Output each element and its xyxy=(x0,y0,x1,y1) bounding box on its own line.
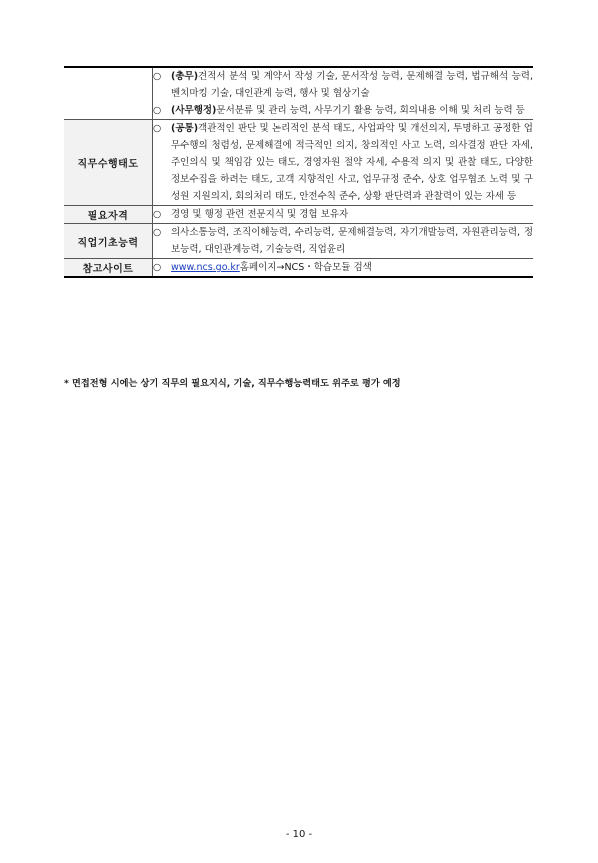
list-item xyxy=(153,68,533,102)
table-row xyxy=(64,259,533,278)
bullet-icon: ○ xyxy=(153,71,162,82)
row-header xyxy=(64,67,153,120)
category-label: (총무) xyxy=(171,71,199,82)
row-content xyxy=(153,67,534,120)
list-item xyxy=(153,224,533,258)
table-row xyxy=(64,206,533,224)
list-item xyxy=(153,206,533,223)
table-row xyxy=(64,67,533,120)
item-text: 문서분류 및 관리 능력, 사무기기 활용 능력, 회의내용 이해 및 처리 능력 등 xyxy=(216,105,525,116)
row-content xyxy=(153,120,534,206)
item-text: 객관적인 판단 및 논리적인 분석 태도, 사업파악 및 개선의지, 투명하고 공정한 업무수행의 청렴성, 문제해결에 적극적인 의지, 창의적인 사고 노력, 의사결정 판단 자세, 주인의식 및 책임감 있는 태도, 경영자원 절약 자세, 수용적 의지 및 관찰 태도, 다양한 정보수집을 하려는 태도, 고객 지향적인 사고, 업무규정 준수, 상호 업무협조 노력 및 구성원 지원의지, 회의처리 태도, 안전수칙 준수, 상황 판단력과 관찰력이 있는 자세 등 xyxy=(171,123,533,202)
bullet-icon: ○ xyxy=(153,123,162,134)
row-header: 참고사이트 xyxy=(64,259,153,278)
category-label: (공통) xyxy=(171,123,199,134)
job-description-table xyxy=(64,66,533,278)
list-item xyxy=(153,120,533,205)
ncs-website-link[interactable]: www.ncs.go.kr xyxy=(171,262,240,273)
item-text: 의사소통능력, 조직이해능력, 수리능력, 문제해결능력, 자기개발능력, 자원관리능력, 정보능력, 대인관계능력, 기술능력, 직업윤리 xyxy=(171,227,533,255)
bullet-icon: ○ xyxy=(153,262,162,273)
category-label: (사무행정) xyxy=(171,105,217,116)
table-row xyxy=(64,224,533,259)
table-row xyxy=(64,120,533,206)
row-header: 필요자격 xyxy=(64,206,153,224)
list-item xyxy=(153,259,533,276)
row-header: 직무수행태도 xyxy=(64,120,153,206)
page-number: - 10 - xyxy=(285,829,313,840)
item-text: 홈페이지→NCS・학습모듈 검색 xyxy=(239,262,372,273)
evaluation-note: * 면접전형 시에는 상기 직무의 필요지식, 기술, 직무수행능력태도 위주로 평가 예정 xyxy=(64,378,401,389)
item-text: 경영 및 행정 관련 전문지식 및 경험 보유자 xyxy=(171,209,349,220)
bullet-icon: ○ xyxy=(153,227,162,238)
row-content xyxy=(153,259,534,278)
item-text: 견적서 분석 및 계약서 작성 기술, 문서작성 능력, 문제해결 능력, 법규해석 능력, 벤치마킹 기술, 대인관계 능력, 행사 및 협상기술 xyxy=(171,71,533,99)
bullet-icon: ○ xyxy=(153,105,162,116)
list-item xyxy=(153,102,533,119)
row-content xyxy=(153,206,534,224)
row-header: 직업기초능력 xyxy=(64,224,153,259)
bullet-icon: ○ xyxy=(153,209,162,220)
row-content xyxy=(153,224,534,259)
